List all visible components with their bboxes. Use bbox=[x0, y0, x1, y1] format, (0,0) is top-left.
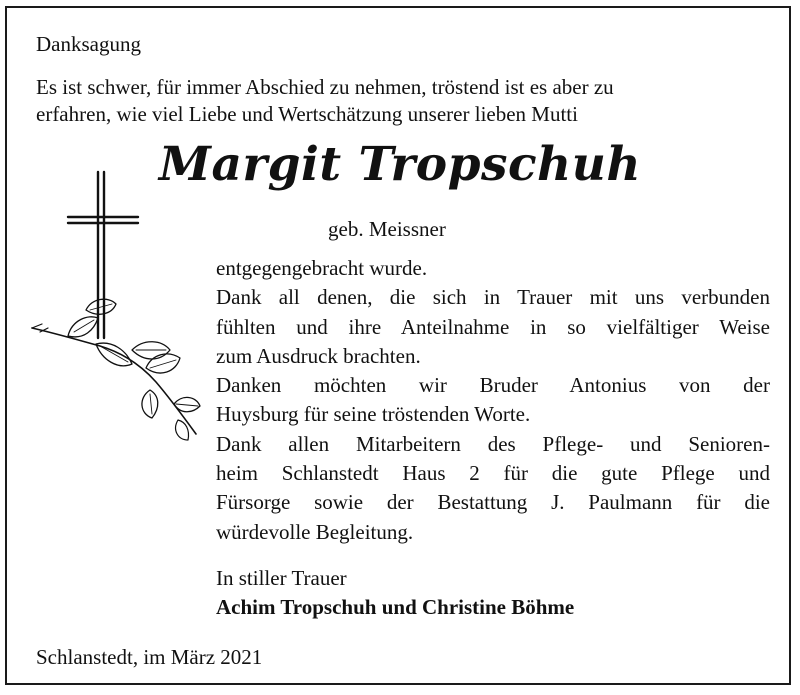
notice-heading: Danksagung bbox=[36, 32, 141, 56]
body-line: heim Schlanstedt Haus 2 für die gute Pflege und bbox=[216, 461, 770, 486]
body-line: zum Ausdruck brachten. bbox=[216, 343, 421, 368]
body-line: entgegengebracht wurde. bbox=[216, 256, 428, 280]
signers: Achim Tropschuh und Christine Böhme bbox=[216, 595, 575, 619]
intro-line-1: Es ist schwer, für immer Abschied zu nehmen, tröstend ist es aber zu bbox=[36, 75, 614, 99]
place-date: Schlanstedt, im März 2021 bbox=[36, 645, 263, 669]
signoff: In stiller Trauer bbox=[216, 566, 347, 590]
body-line: Fürsorge sowie der Bestattung J. Paulmann für die bbox=[216, 490, 770, 515]
body-line: würdevolle Begleitung. bbox=[216, 519, 414, 544]
maiden-name: geb. Meissner bbox=[328, 217, 446, 241]
deceased-name: Margit Tropschuh bbox=[158, 137, 642, 192]
thanks-body bbox=[216, 254, 770, 547]
body-line: fühlten und ihre Anteilnahme in so vielfältiger Weise bbox=[216, 314, 770, 339]
body-line: Dank all denen, die sich in Trauer mit uns verbunden bbox=[216, 285, 770, 310]
body-line: Huysburg für seine tröstenden Worte. bbox=[216, 402, 531, 427]
body-line: Dank allen Mitarbeitern des Pflege- und Senioren- bbox=[216, 431, 770, 456]
cross-with-branch-icon bbox=[28, 168, 208, 443]
intro-line-2: erfahren, wie viel Liebe und Wertschätzung unserer lieben Mutti bbox=[36, 102, 578, 126]
body-line: Danken möchten wir Bruder Antonius von der bbox=[216, 373, 770, 398]
